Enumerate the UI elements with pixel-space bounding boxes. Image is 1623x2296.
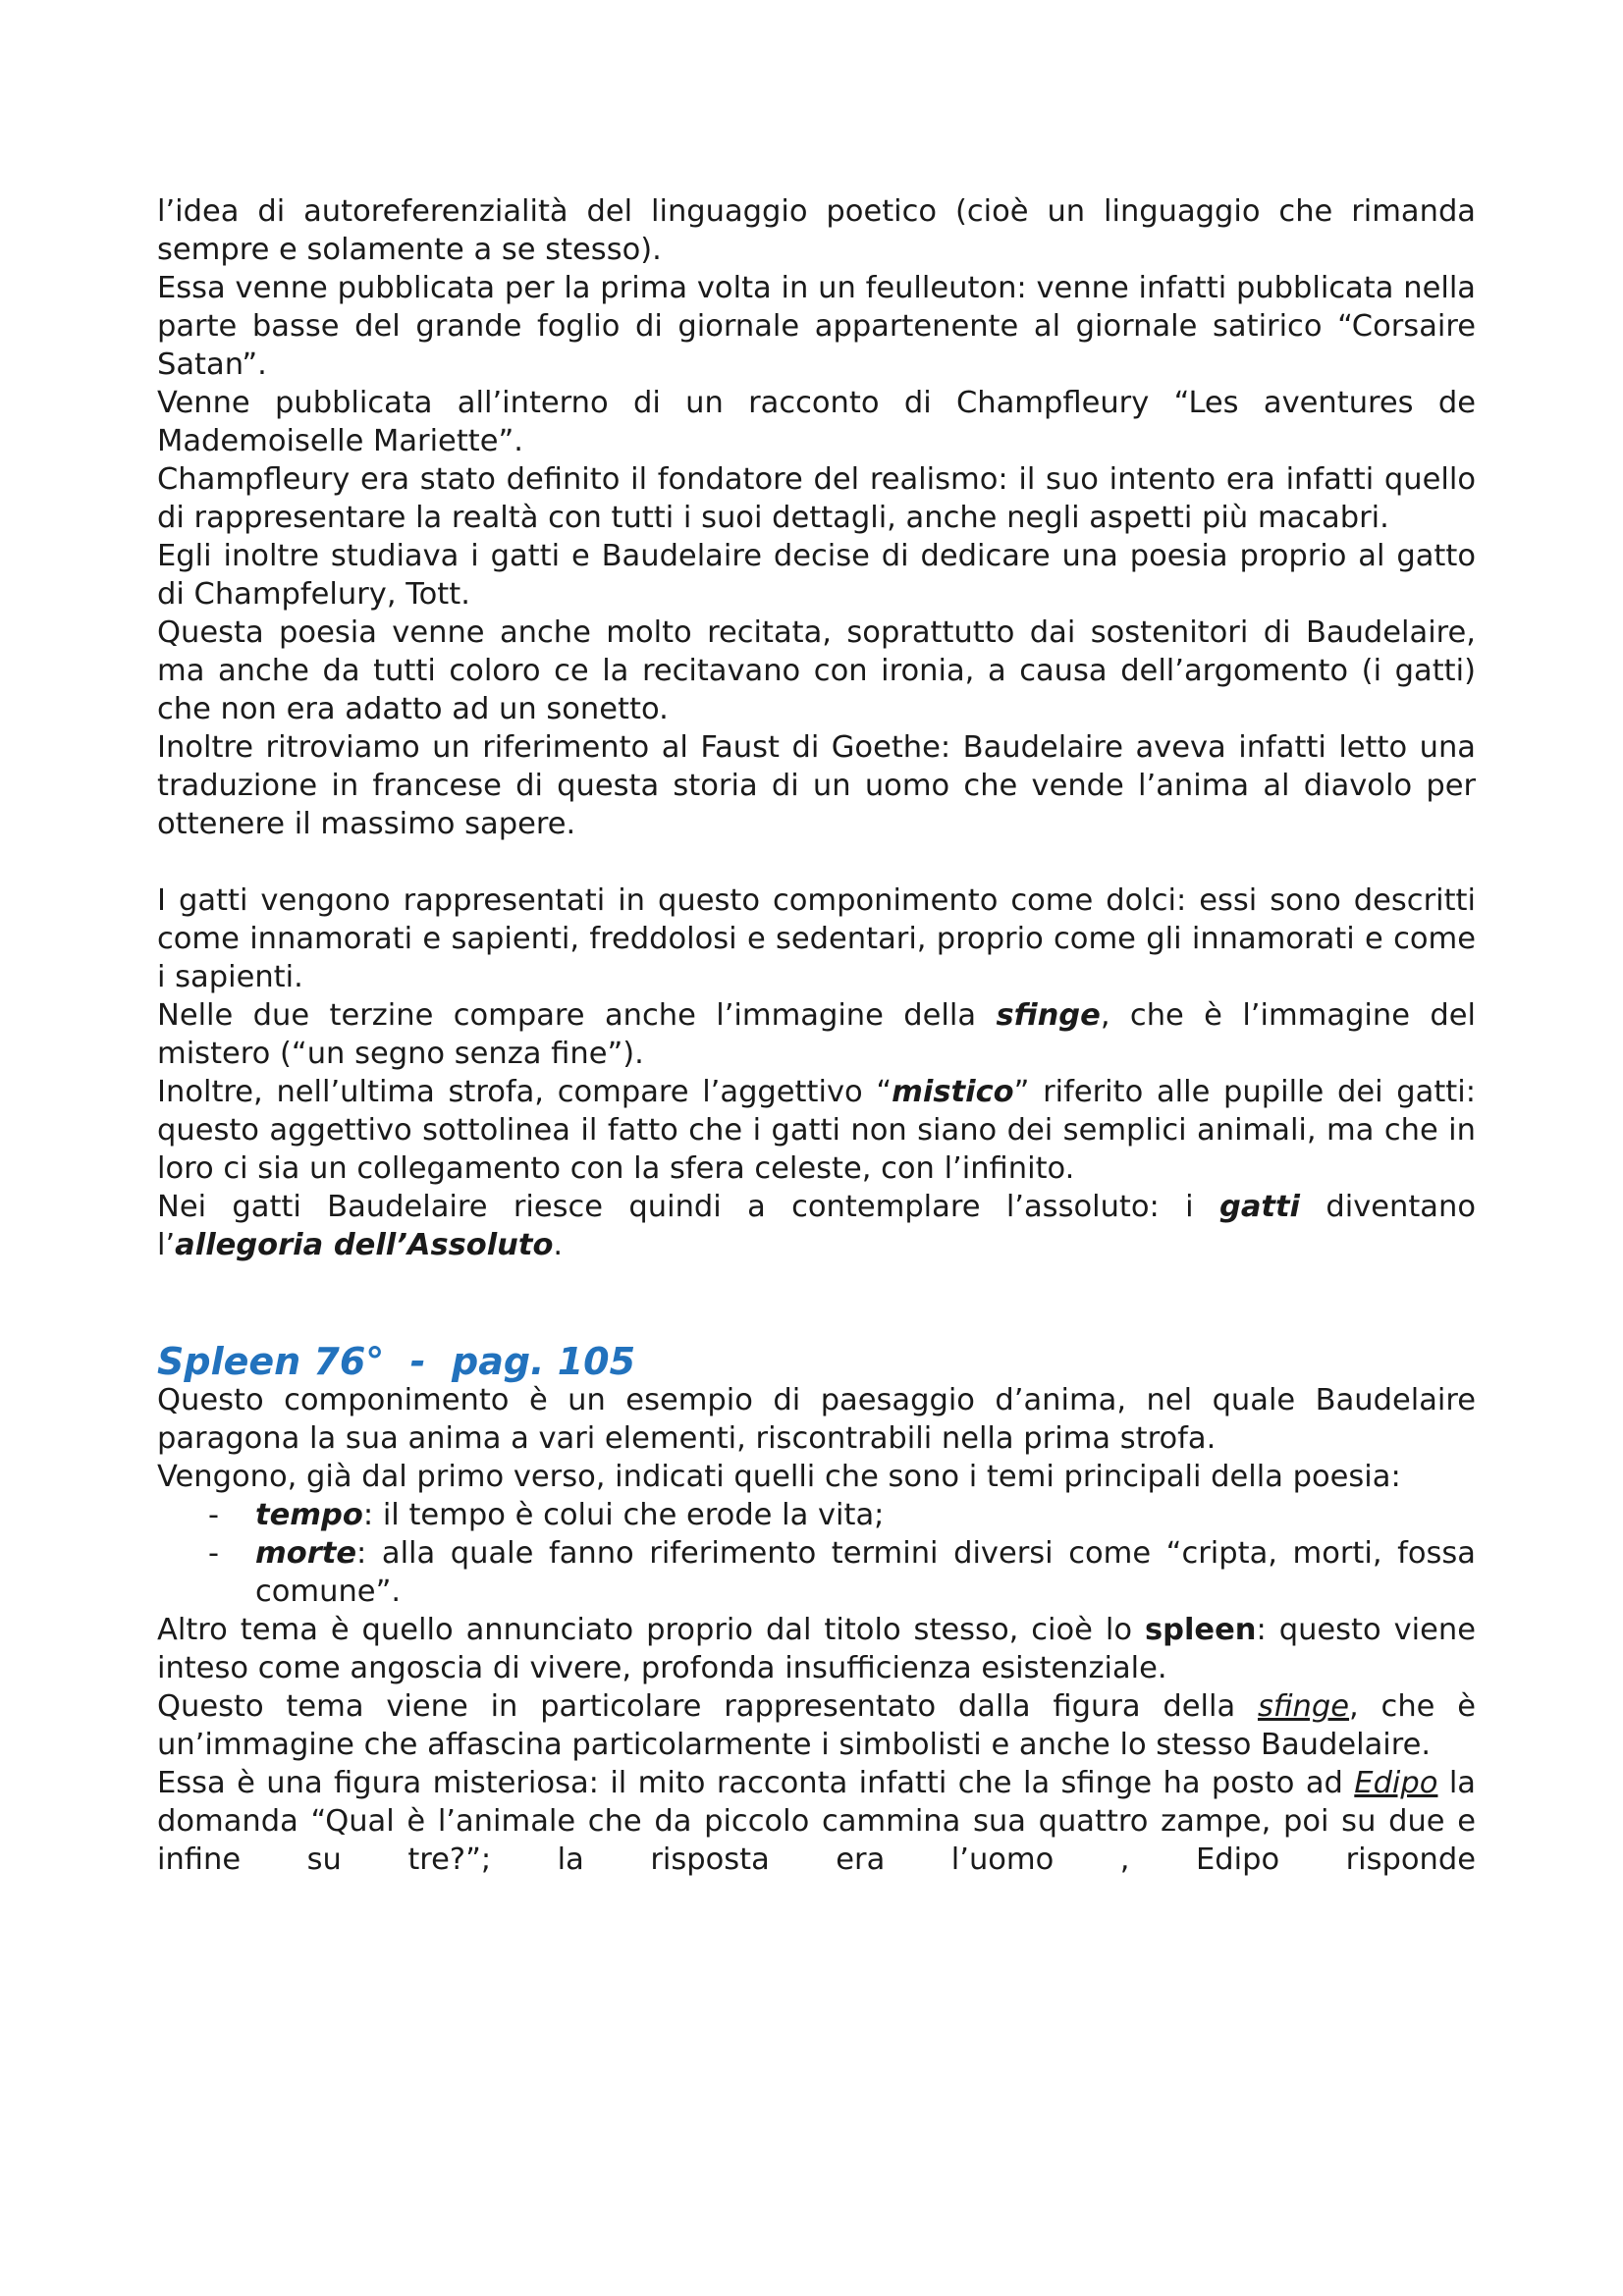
text-run: , che è l’immagine del mistero (“un segno senza fine”). <box>157 998 1476 1071</box>
emphasis-gatti: gatti <box>1218 1190 1301 1224</box>
text-run: : il tempo è colui che erode la vita; <box>362 1498 885 1532</box>
text-run: Nei gatti Baudelaire riesce quindi a contemplare l’assoluto: i <box>157 1190 1219 1224</box>
paragraph-realismo: Champfleury era stato definito il fondatore del realismo: il suo intento era infatti quello di rappresentare la realtà con tutti i suoi dettagli, anche negli aspetti più macabri. <box>157 462 1476 535</box>
list-dash-marker: - <box>208 1536 220 1571</box>
paragraph-assoluto <box>157 1188 1476 1264</box>
text-run: la domanda “Qual è l’animale che da piccolo cammina sua quattro zampe, poi su due e infine su tre?”; la risposta era l’uomo , Edipo risponde <box>157 1766 1477 1877</box>
emphasis-allegoria: allegoria dell’Assoluto <box>175 1228 554 1262</box>
paragraph-racconto-champfleury: Venne pubblicata all’interno di un racconto di Champfleury “Les aventures de Mademoiselle Mariette”. <box>157 386 1476 458</box>
text-run: Questo tema viene in particolare rappresentato dalla figura della <box>157 1689 1258 1724</box>
emphasis-edipo-underlined: Edipo <box>1354 1766 1438 1800</box>
section-heading-spleen: Spleen 76° - pag. 105 <box>157 1340 636 1383</box>
text-run: , che è un’immagine che affascina particolarmente i simbolisti e anche lo stesso Baudelaire. <box>157 1689 1476 1762</box>
document-page <box>157 192 1476 1879</box>
paragraph-faust: Inoltre ritroviamo un riferimento al Faust di Goethe: Baudelaire aveva infatti letto una traduzione in francese di questa storia di un uomo che vende l’anima al diavolo per ottenere il massimo sapere. <box>157 730 1476 841</box>
emphasis-sfinge: sfinge <box>996 998 1101 1033</box>
paragraph-sfinge-mistero <box>157 996 1476 1073</box>
emphasis-sfinge-underlined: sfinge <box>1257 1689 1350 1724</box>
text-run: : questo viene inteso come angoscia di vivere, profonda insufficienza esistenziale. <box>157 1613 1477 1685</box>
text-run: Nelle due terzine compare anche l’immagine della <box>157 998 997 1033</box>
text-run: Inoltre, nell’ultima strofa, compare l’aggettivo “ <box>157 1075 893 1109</box>
emphasis-morte: morte <box>255 1536 357 1571</box>
text-run: . <box>553 1228 564 1262</box>
paragraph-spacer <box>157 843 1476 881</box>
paragraph-spleen <box>157 1611 1476 1687</box>
paragraph-mito-edipo <box>157 1764 1476 1879</box>
paragraph-figura-sfinge <box>157 1687 1476 1764</box>
paragraph-autoreferenzialita: l’idea di autoreferenzialità del linguaggio poetico (cioè un linguaggio che rimanda sempre e solamente a se stesso). <box>157 194 1476 267</box>
paragraph-pubblicazione-feuilleton: Essa venne pubblicata per la prima volta in un feulleuton: venne infatti pubblicata nella parte basse del grande foglio di giornale appartenente al giornale satirico “Corsaire Satan”. <box>157 271 1476 382</box>
text-run: ” riferito alle pupille dei gatti: questo aggettivo sottolinea il fatto che i gatti non siano dei semplici animali, ma che in loro ci sia un collegamento con la sfera celeste, con l’infinito. <box>157 1075 1476 1186</box>
list-item <box>157 1496 1476 1534</box>
themes-list <box>157 1496 1476 1611</box>
paragraph-gatti-tott: Egli inoltre studiava i gatti e Baudelaire decise di dedicare una poesia proprio al gatto di Champfelury, Tott. <box>157 539 1476 612</box>
text-run: diventano l’ <box>157 1190 1476 1262</box>
paragraph-gatti-dolci: I gatti vengono rappresentati in questo componimento come dolci: essi sono descritti come innamorati e sapienti, freddolosi e sedentari, proprio come gli innamorati e come i sapienti. <box>157 883 1476 994</box>
paragraph-recitazione: Questa poesia venne anche molto recitata, soprattutto dai sostenitori di Baudelaire, ma anche da tutti coloro ce la recitavano con ironia, a causa dell’argomento (i gatti) che non era adatto ad un sonetto. <box>157 615 1476 726</box>
paragraph-paesaggio-anima: Questo componimento è un esempio di paesaggio d’anima, nel quale Baudelaire paragona la sua anima a vari elementi, riscontrabili nella prima strofa. <box>157 1383 1476 1456</box>
paragraph-mistico <box>157 1073 1476 1188</box>
emphasis-spleen: spleen <box>1144 1613 1257 1647</box>
list-dash-marker: - <box>208 1498 220 1532</box>
emphasis-mistico: mistico <box>892 1075 1014 1109</box>
text-run: : alla quale fanno riferimento termini diversi come “cripta, morti, fossa comune”. <box>255 1536 1476 1609</box>
text-run: Essa è una figura misteriosa: il mito racconta infatti che la sfinge ha posto ad <box>157 1766 1355 1800</box>
text-run: Altro tema è quello annunciato proprio dal titolo stesso, cioè lo <box>157 1613 1145 1647</box>
section-spacer <box>157 1264 1476 1342</box>
emphasis-tempo: tempo <box>255 1498 363 1532</box>
paragraph-temi-principali: Vengono, già dal primo verso, indicati quelli che sono i temi principali della poesia: <box>157 1460 1401 1494</box>
list-item <box>157 1534 1476 1611</box>
